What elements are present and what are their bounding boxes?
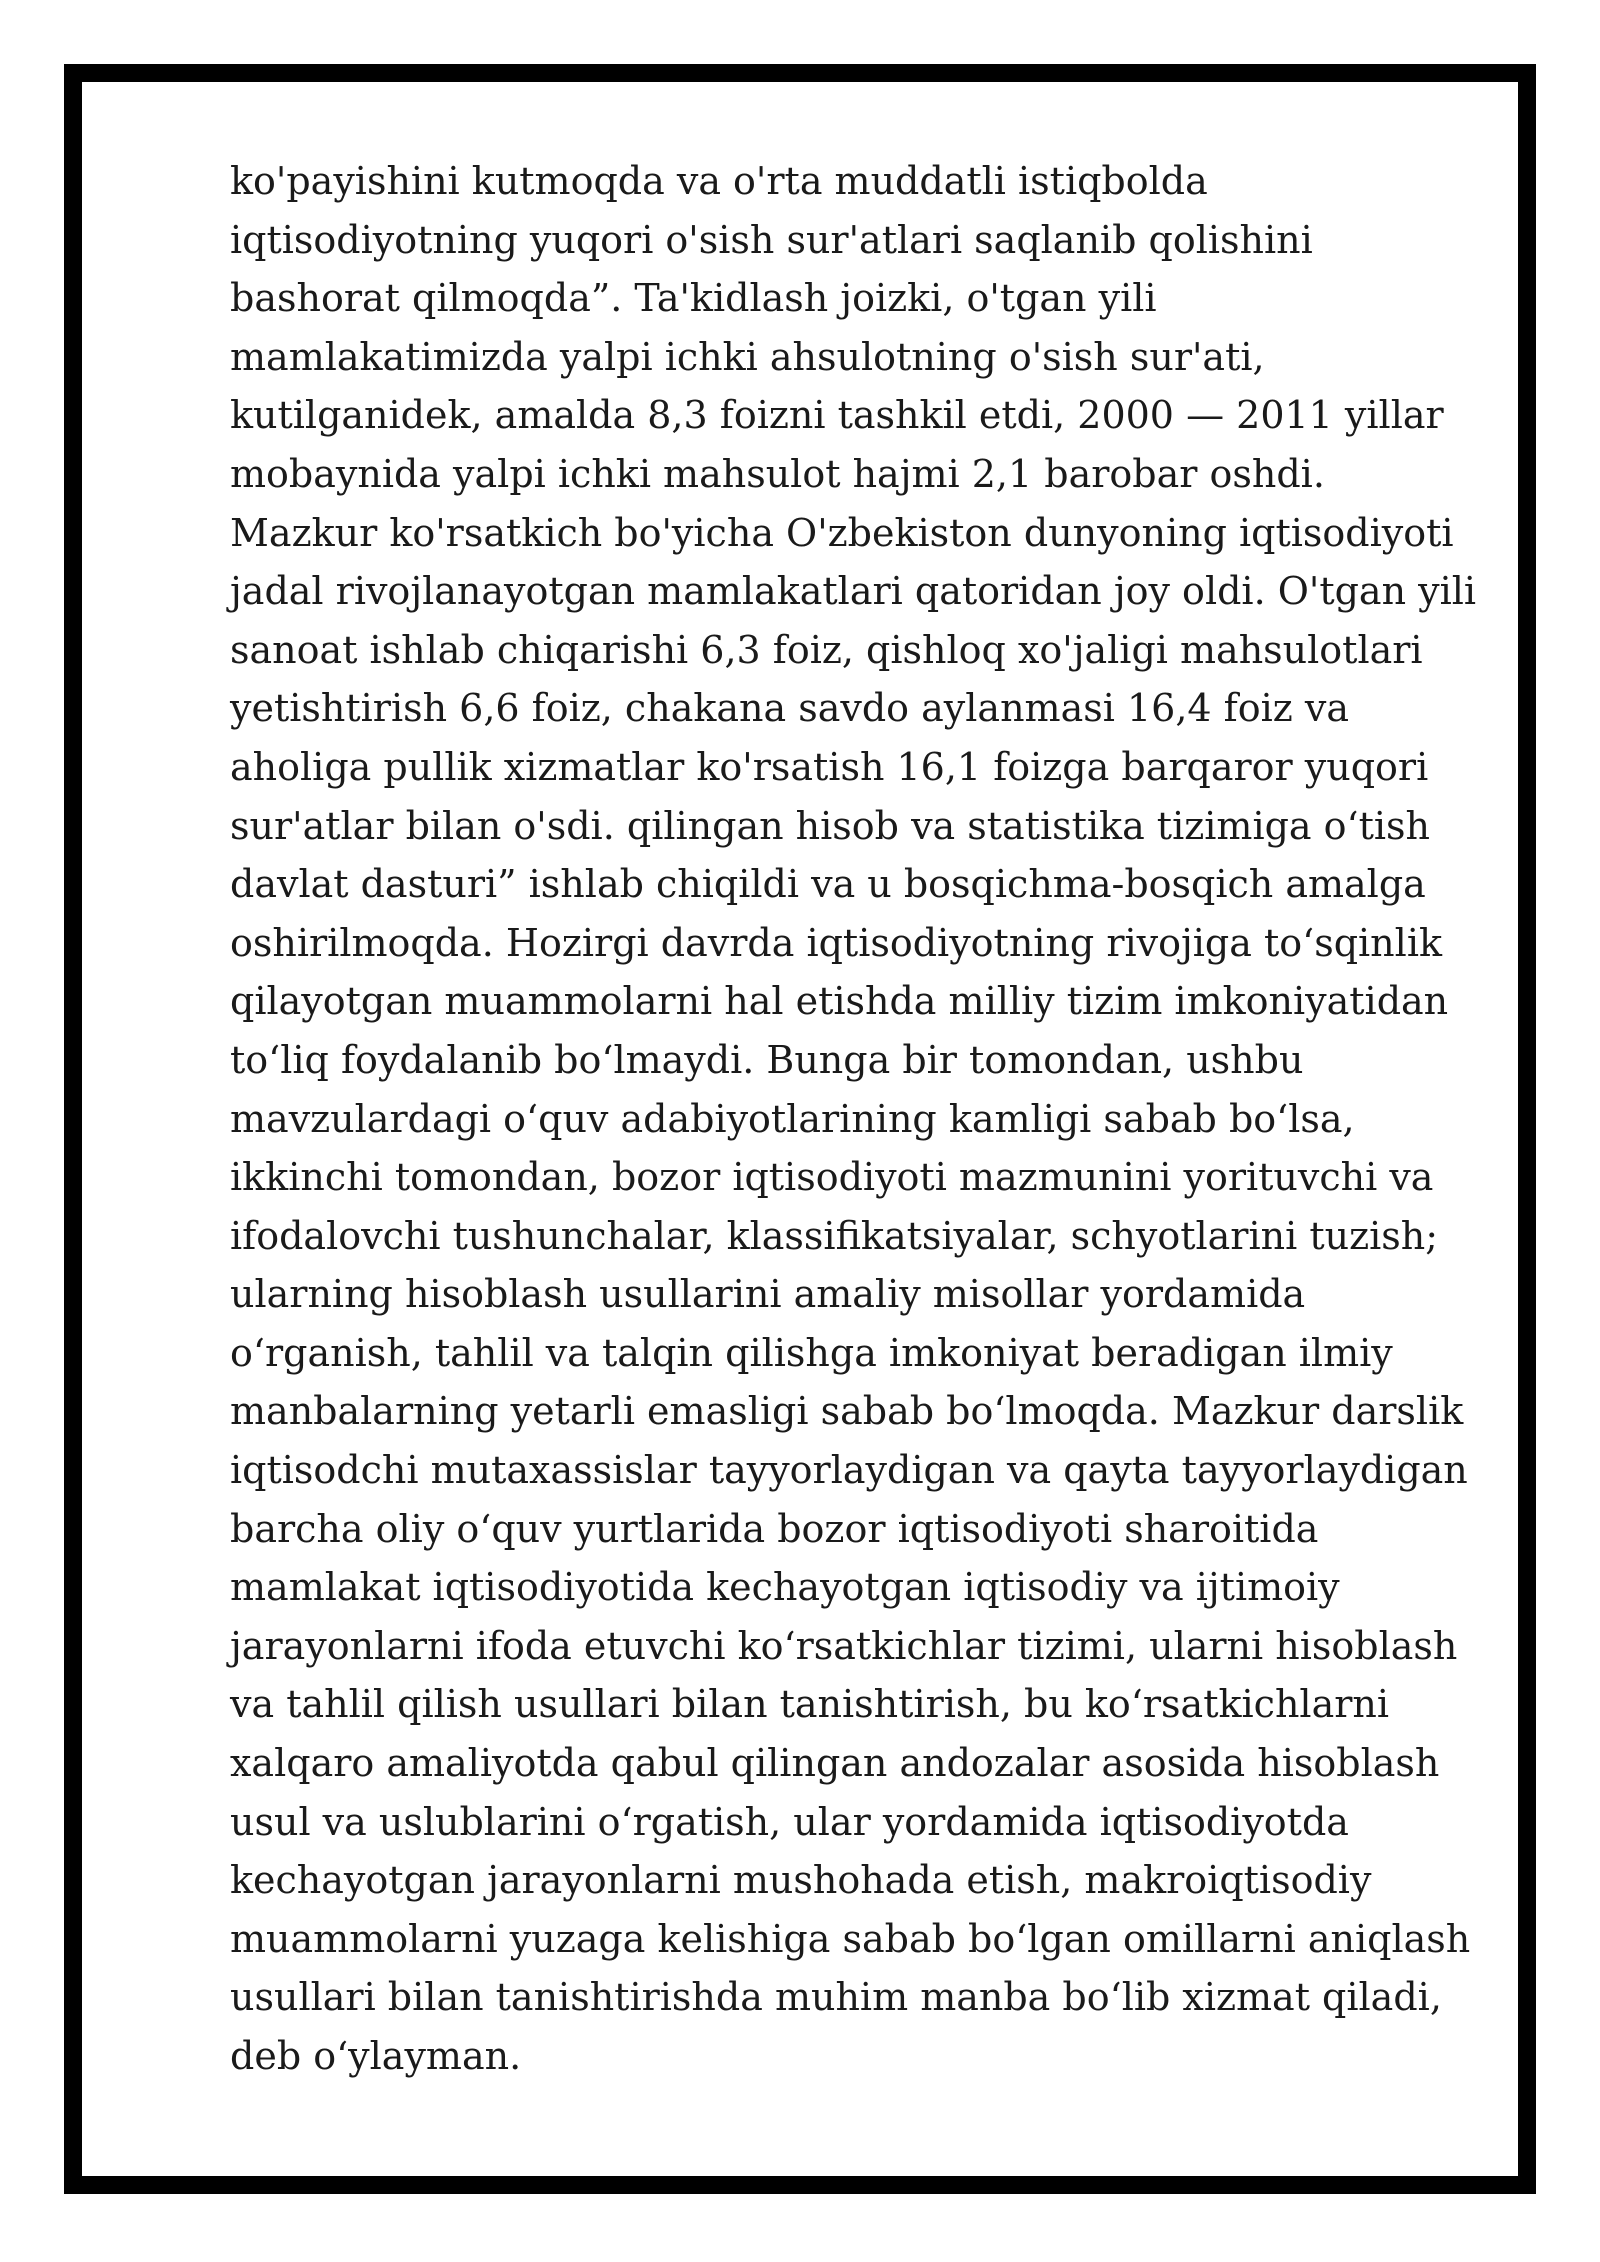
text-line: mobaynida yalpi ichki mahsulot hajmi 2,1 barobar oshdi. (230, 451, 1325, 496)
text-line: o‘rganish, tahlil va talqin qilishga imkoniyat beradigan ilmiy (230, 1330, 1393, 1375)
text-line: iqtisodchi mutaxassislar tayyorlaydigan va qayta tayyorlaydigan (230, 1448, 1468, 1493)
text-line: davlat dasturi” ishlab chiqildi va u bosqichma-bosqich amalga (230, 862, 1426, 907)
text-line: sanoat ishlab chiqarishi 6,3 foiz, qishloq xo'jaligi mahsulotlari (230, 627, 1423, 672)
text-line: usullari bilan tanishtirishda muhim manba bo‘lib xizmat qiladi, (230, 1975, 1442, 2020)
text-line: bashorat qilmoqda”. Ta'kidlash joizki, o'tgan yili (230, 276, 1157, 321)
text-line: barcha oliy o‘quv yurtlarida bozor iqtisodiyoti sharoitida (230, 1506, 1319, 1551)
text-line: qilayotgan muammolarni hal etishda milliy tizim imkoniyatidan (230, 979, 1449, 1024)
text-line: deb o‘ylayman. (230, 2034, 522, 2078)
text-line: kechayotgan jarayonlarni mushohada etish, makroiqtisodiy (230, 1858, 1372, 1903)
text-line: ikkinchi tomondan, bozor iqtisodiyoti mazmunini yorituvchi va (230, 1155, 1434, 1200)
text-line: yetishtirish 6,6 foiz, chakana savdo aylanmasi 16,4 foiz va (230, 686, 1349, 731)
text-line: iqtisodiyotning yuqori o'sish sur'atlari saqlanib qolishini (230, 217, 1313, 262)
text-line: xalqaro amaliyotda qabul qilingan andozalar asosida hisoblash (230, 1741, 1440, 1786)
text-line: mavzulardagi o‘quv adabiyotlarining kamligi sabab bo‘lsa, (230, 1096, 1355, 1141)
text-line: aholiga pullik xizmatlar ko'rsatish 16,1 foizga barqaror yuqori (230, 744, 1429, 789)
text-line: manbalarning yetarli emasligi sabab bo‘lmoqda. Mazkur darslik (230, 1389, 1464, 1434)
text-line: jarayonlarni ifoda etuvchi ko‘rsatkichlar tizimi, ularni hisoblash (230, 1623, 1458, 1668)
text-line: muammolarni yuzaga kelishiga sabab bo‘lgan omillarni aniqlash (230, 1916, 1471, 1961)
text-line: oshirilmoqda. Hozirgi davrda iqtisodiyotning rivojiga to‘sqinlik (230, 920, 1442, 965)
text-line: ko'payishini kutmoqda va o'rta muddatli istiqbolda (230, 159, 1208, 203)
text-line: to‘liq foydalanib bo‘lmaydi. Bunga bir tomondan, ushbu (230, 1037, 1304, 1082)
text-line: Mazkur ko'rsatkich bo'yicha O'zbekiston dunyoning iqtisodiyoti (230, 510, 1454, 555)
text-line: ifodalovchi tushunchalar, klassifikatsiyalar, schyotlarini tuzish; (230, 1213, 1439, 1258)
text-line: va tahlil qilish usullari bilan tanishtirish, bu ko‘rsatkichlarni (230, 1682, 1390, 1727)
text-line: ularning hisoblash usullarini amaliy misollar yordamida (230, 1272, 1306, 1317)
text-line: sur'atlar bilan o'sdi. qilingan hisob va statistika tizimiga o‘tish (230, 803, 1431, 848)
text-line: jadal rivojlanayotgan mamlakatlari qatoridan joy oldi. O'tgan yili (230, 569, 1477, 614)
text-line: mamlakat iqtisodiyotida kechayotgan iqtisodiy va ijtimoiy (230, 1565, 1340, 1610)
body-text (230, 152, 1530, 2086)
text-line: mamlakatimizda yalpi ichki ahsulotning o'sish sur'ati, (230, 334, 1265, 379)
text-line: kutilganidek, amalda 8,3 foizni tashkil etdi, 2000 — 2011 yillar (230, 393, 1444, 438)
text-line: usul va uslublarini o‘rgatish, ular yordamida iqtisodiyotda (230, 1799, 1349, 1844)
